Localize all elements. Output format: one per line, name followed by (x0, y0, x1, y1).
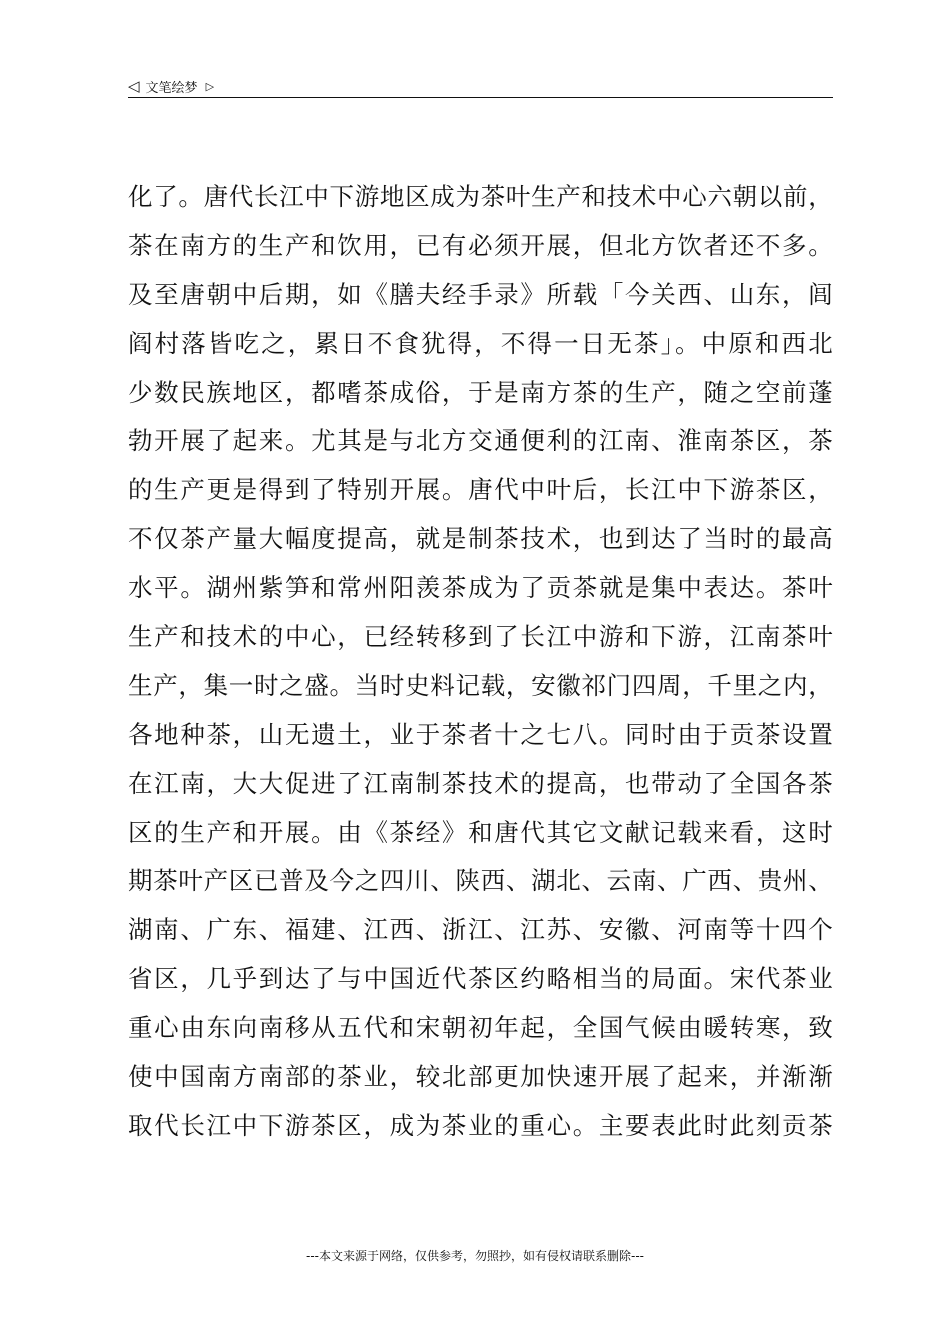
text-line: 期茶叶产区已普及今之四川、陕西、湖北、云南、广西、贵州、 (128, 866, 833, 896)
text-line: 生产，集一时之盛。当时史料记载，安徽祁门四周，千里之内， (128, 670, 833, 700)
footer-notice: ---本文来源于网络，仅供参考，勿照抄，如有侵权请联系删除--- (306, 1249, 644, 1263)
text-line: 在江南，大大促进了江南制茶技术的提高，也带动了全国各茶 (128, 768, 833, 798)
text-line: 阎村落皆吃之，累日不食犹得，不得一日无茶」。中原和西北 (128, 328, 833, 358)
text-line: 不仅茶产量大幅度提高，就是制茶技术，也到达了当时的最高 (128, 524, 833, 554)
header-title: 文笔绘梦 (145, 80, 198, 96)
text-line: 及至唐朝中后期，如《膳夫经手录》所载「今关西、山东，闾 (128, 279, 833, 309)
text-line: 生产和技术的中心，已经转移到了长江中游和下游，江南茶叶 (128, 622, 833, 652)
text-line: 茶在南方的生产和饮用，已有必须开展，但北方饮者还不多。 (128, 230, 833, 260)
text-line: 区的生产和开展。由《茶经》和唐代其它文献记载来看，这时 (128, 817, 833, 847)
triangle-right-icon: ▷ (205, 79, 215, 93)
text-line: 各地种茶，山无遗土，业于茶者十之七八。同时由于贡茶设置 (128, 719, 833, 749)
text-line: 湖南、广东、福建、江西、浙江、江苏、安徽、河南等十四个 (128, 915, 833, 945)
text-line: 重心由东向南移从五代和宋朝初年起，全国气候由暖转寒，致 (128, 1013, 833, 1043)
text-line: 取代长江中下游茶区，成为茶业的重心。主要表此时此刻贡茶 (128, 1110, 833, 1140)
triangle-left-icon: ◁ (128, 76, 140, 95)
text-line: 化了。唐代长江中下游地区成为茶叶生产和技术中心六朝以前， (128, 182, 833, 211)
header-divider (128, 97, 833, 98)
body-paragraph (128, 173, 833, 1151)
page-header (128, 74, 833, 98)
text-line: 使中国南方南部的茶业，较北部更加快速开展了起来，并渐渐 (128, 1062, 833, 1092)
text-line: 勃开展了起来。尤其是与北方交通便利的江南、淮南茶区，茶 (128, 426, 833, 456)
text-line: 省区，几乎到达了与中国近代茶区约略相当的局面。宋代茶业 (128, 964, 833, 994)
text-line: 水平。湖州紫笋和常州阳羡茶成为了贡茶就是集中表达。茶叶 (128, 573, 833, 603)
text-line: 的生产更是得到了特别开展。唐代中叶后，长江中下游茶区， (128, 475, 833, 505)
text-line: 少数民族地区，都嗜茶成俗，于是南方茶的生产，随之空前蓬 (128, 377, 833, 407)
